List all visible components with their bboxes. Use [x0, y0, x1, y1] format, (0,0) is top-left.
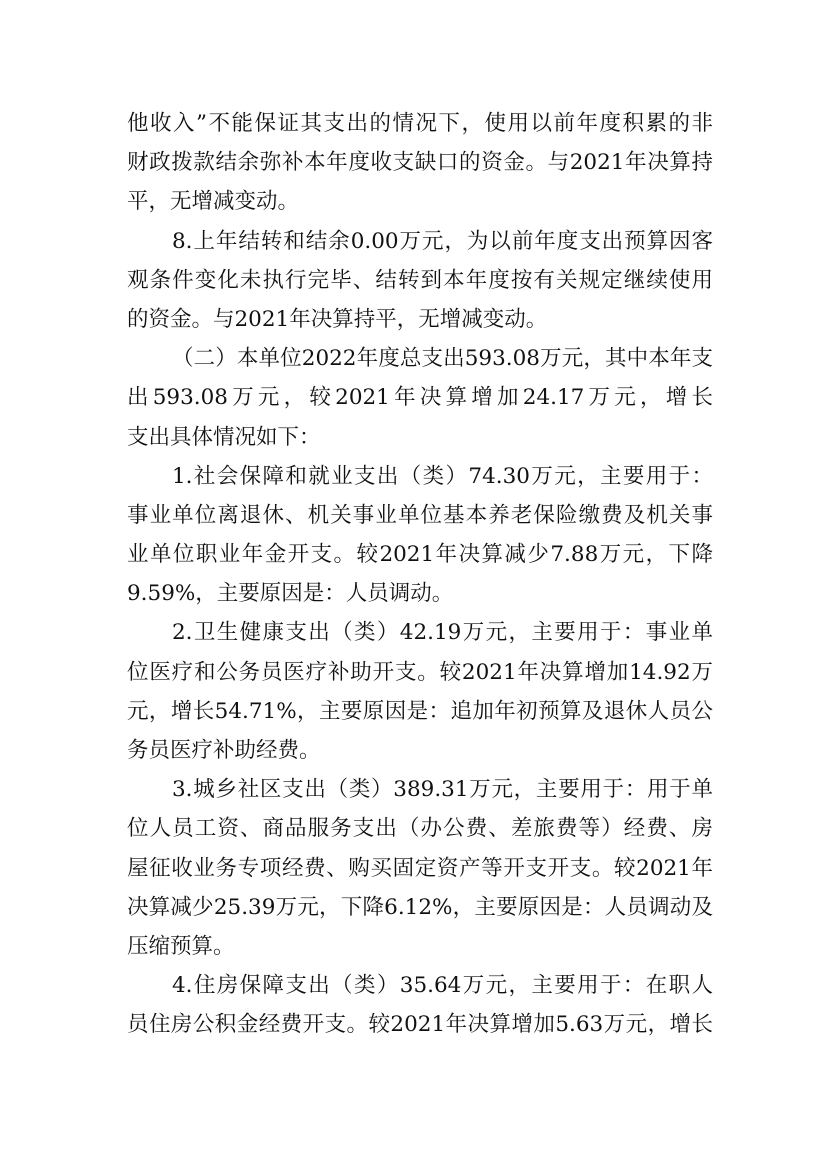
- paragraph-housing-security: [127, 966, 713, 1044]
- body-text: [127, 104, 713, 1045]
- text-line: 支出具体情况如下：: [127, 424, 321, 450]
- text-line: 事业单位离退休、机关事业单位基本养老保险缴费及机关事: [127, 502, 713, 528]
- paragraph-carryover-balance: [127, 222, 713, 340]
- text-line: 业单位职业年金开支。较2021年决算减少7.88万元，下降: [127, 542, 713, 568]
- text-line: 位医疗和公务员医疗补助开支。较2021年决算增加14.92万: [127, 659, 713, 685]
- text-line: 压缩预算。: [127, 933, 235, 959]
- text-line: 屋征收业务专项经费、购买固定资产等开支开支。较2021年: [127, 855, 713, 881]
- text-line: 3.城乡社区支出（类）389.31万元，主要用于：用于单: [172, 777, 713, 803]
- text-line: 1.社会保障和就业支出（类）74.30万元，主要用于：: [172, 463, 713, 489]
- text-line: 决算减少25.39万元，下降6.12%，主要原因是：人员调动及: [127, 894, 713, 920]
- text-line: 务员医疗补助经费。: [127, 738, 321, 763]
- text-line: 2.卫生健康支出（类）42.19万元，主要用于：事业单: [172, 620, 713, 646]
- text-line: 8.上年结转和结余0.00万元，为以前年度支出预算因客: [172, 228, 713, 254]
- paragraph-health: [127, 613, 713, 770]
- text-line: 出593.08万元，较2021年决算增加24.17万元，增长: [127, 385, 713, 411]
- text-line: 他收入”不能保证其支出的情况下，使用以前年度积累的非: [127, 111, 713, 136]
- text-line: 员住房公积金经费开支。较2021年决算增加5.63万元，增长: [127, 1012, 713, 1038]
- text-line: 观条件变化未执行完毕、结转到本年度按有关规定继续使用: [127, 267, 713, 293]
- text-line: 元，增长54.71%，主要原因是：追加年初预算及退休人员公: [127, 698, 713, 724]
- paragraph-other-income-continuation: [127, 104, 713, 222]
- text-line: 9.59%，主要原因是：人员调动。: [127, 581, 454, 607]
- text-line: 平，无增减变动。: [127, 189, 300, 215]
- paragraph-urban-rural-community: [127, 770, 713, 966]
- text-line: 4.住房保障支出（类）35.64万元，主要用于：在职人: [172, 973, 713, 999]
- text-line: （二）本单位2022年度总支出593.08万元，其中本年支: [172, 346, 713, 372]
- text-line: 位人员工资、商品服务支出（办公费、差旅费等）经费、房: [127, 816, 713, 842]
- paragraph-total-expenditure: [127, 339, 713, 457]
- paragraph-social-security: [127, 457, 713, 614]
- text-line: 财政拨款结余弥补本年度收支缺口的资金。与2021年决算持: [127, 150, 713, 176]
- text-line: 的资金。与2021年决算持平，无增减变动。: [127, 306, 548, 332]
